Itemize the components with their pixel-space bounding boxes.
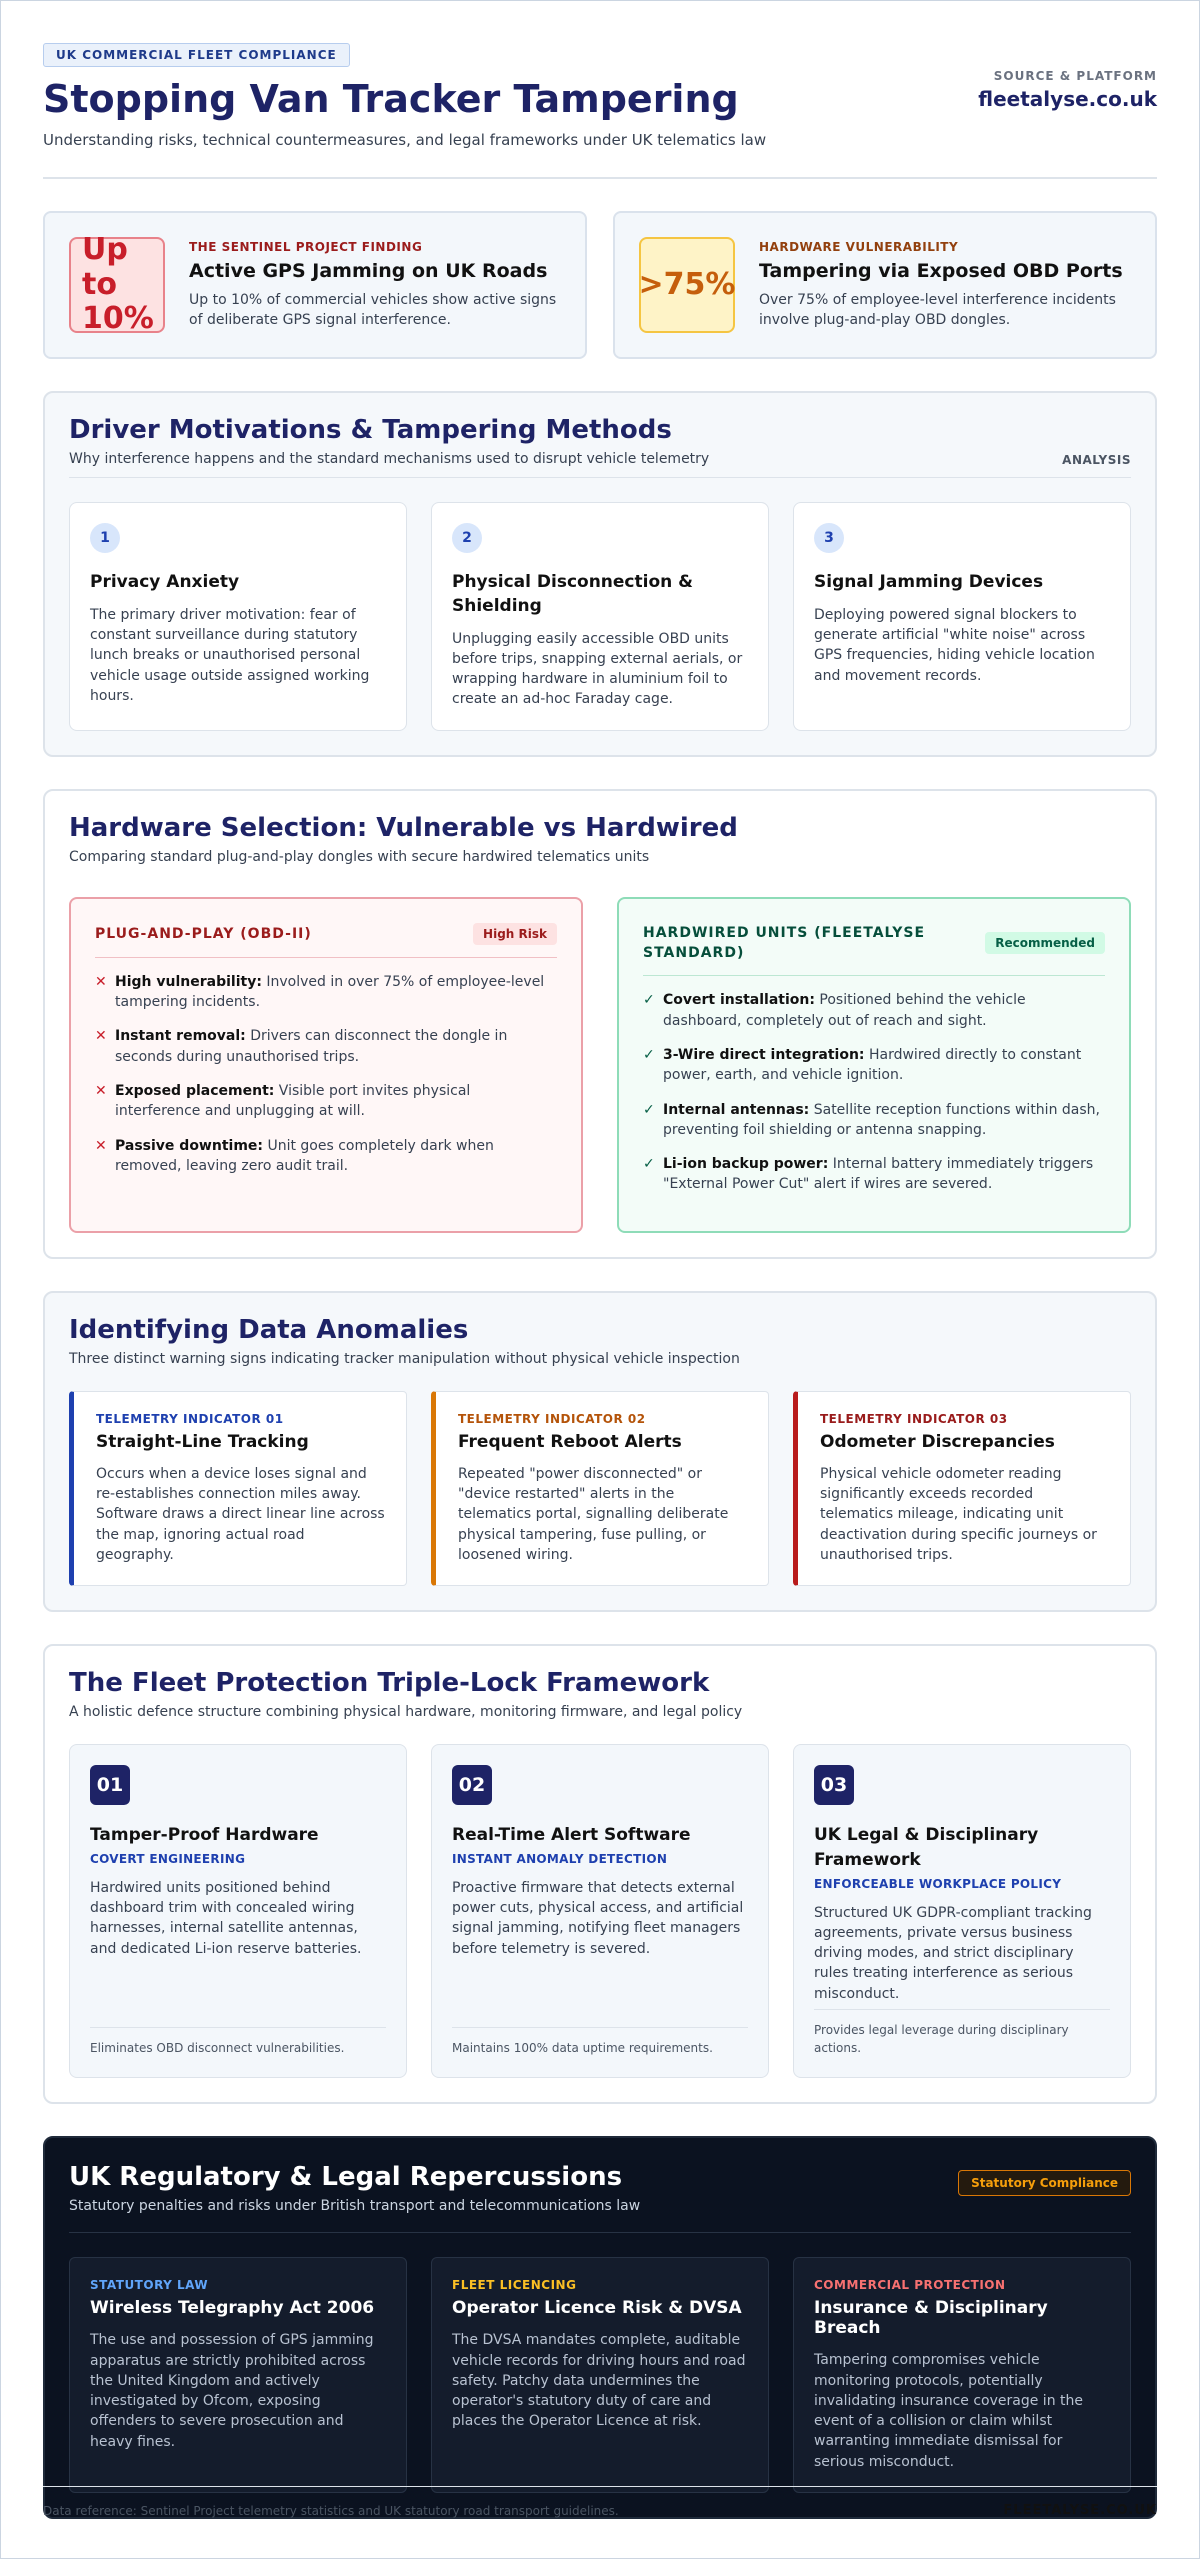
indicator-title: Straight-Line Tracking [96,1431,309,1452]
list-item: ✕ Instant removal: Drivers can disconnect the dongle in seconds during unauthorised trips. [95,1026,557,1067]
header-divider [43,177,1157,179]
section-title: Hardware Selection: Vulnerable vs Hardwired [69,812,738,843]
framework-footnote: Eliminates OBD disconnect vulnerabilities. [90,2027,386,2057]
stat-title: Active GPS Jamming on UK Roads [189,259,548,282]
indicator-description: Occurs when a device loses signal and re-establishes connection miles away. Software draws a direct linear line across the map, ignoring actual road geography. [96,1465,385,1563]
legal-title: Insurance & Disciplinary Breach [814,2298,1048,2339]
page-subtitle: Understanding risks, technical countermeasures, and legal frameworks under UK telematics law [43,131,767,149]
framework-description: Proactive firmware that detects external power cuts, physical access, and artificial signal jamming, notifying fleet managers before telemetry is severed. [452,1879,744,1957]
legal-title: Operator Licence Risk & DVSA [452,2298,742,2319]
plug-and-play-panel [69,897,583,1233]
stat-description: Over 75% of employee-level interference incidents involve plug-and-play OBD dongles. [759,291,1116,328]
legal-tag: COMMERCIAL PROTECTION [814,2278,1006,2293]
card-description: Deploying powered signal blockers to generate artificial "white noise" across GPS frequencies, hiding vehicle location and movement records. [814,606,1095,684]
indicator-tag: TELEMETRY INDICATOR 03 [820,1411,1008,1426]
statutory-compliance-badge: Statutory Compliance [958,2170,1131,2196]
section-subtitle: Three distinct warning signs indicating tracker manipulation without physical vehicle inspection [69,1350,740,1367]
stats-row [43,211,1157,359]
panel-title: PLUG-AND-PLAY (OBD-II) [95,925,312,942]
card-description: Unplugging easily accessible OBD units before trips, snapping external aerials, or wrapping hardware in aluminium foil to create an ad-hoc Faraday cage. [452,630,743,708]
framework-tag: ENFORCEABLE WORKPLACE POLICY [814,1876,1062,1891]
legal-tag: STATUTORY LAW [90,2278,209,2293]
section-title: Driver Motivations & Tampering Methods [69,415,672,445]
hardware-section [43,789,1157,1259]
legal-section [43,2136,1157,2519]
section-subtitle: Statutory penalties and risks under British transport and telecommunications law [69,2198,641,2215]
indicator-card [793,1391,1131,1586]
stat-title: Tampering via Exposed OBD Ports [759,259,1123,282]
framework-card [793,1744,1131,2078]
card-title: Physical Disconnection & Shielding [452,572,693,616]
stat-description: Up to 10% of commercial vehicles show active signs of deliberate GPS signal interference. [189,291,557,328]
indicator-card [431,1391,769,1586]
recommended-badge: Recommended [985,932,1105,954]
list-item: ✕ Exposed placement: Visible port invites physical interference and unplugging at will. [95,1081,557,1122]
check-icon: ✓ [643,992,655,1009]
check-icon: ✓ [643,1156,655,1173]
framework-number: 03 [814,1765,854,1805]
anomalies-section [43,1291,1157,1612]
check-icon: ✓ [643,1046,655,1063]
card-description: The primary driver motivation: fear of constant surveillance during statutory lunch breaks or unauthorised personal vehicle usage outside assigned working hours. [90,606,370,704]
motivation-card [69,502,407,731]
section-divider [69,477,1131,478]
framework-number: 01 [90,1765,130,1805]
step-number: 2 [452,523,482,553]
framework-description: Hardwired units positioned behind dashboard trim with concealed wiring harnesses, internal satellite antennas, and dedicated Li-ion reserve batteries. [90,1879,362,1957]
framework-footnote: Maintains 100% data uptime requirements. [452,2027,748,2057]
indicator-tag: TELEMETRY INDICATOR 01 [96,1411,284,1426]
section-subtitle: Comparing standard plug-and-play dongles with secure hardwired telematics units [69,848,650,865]
section-subtitle: Why interference happens and the standard mechanisms used to disrupt vehicle telemetry [69,451,710,467]
section-title: The Fleet Protection Triple-Lock Framework [69,1668,710,1699]
framework-card [431,1744,769,2078]
stat-card-obd-ports [613,211,1157,359]
page-title: Stopping Van Tracker Tampering [43,77,739,121]
indicator-description: Physical vehicle odometer reading significantly exceeds recorded telematics mileage, indicating unit deactivation during specific journeys or unauthorised trips. [820,1465,1097,1563]
framework-title: UK Legal & Disciplinary Framework [814,1825,1039,1870]
analysis-tag: ANALYSIS [1062,453,1131,467]
legal-title: Wireless Telegraphy Act 2006 [90,2298,375,2319]
stat-tag: THE SENTINEL PROJECT FINDING [189,239,423,254]
legal-description: The DVSA mandates complete, auditable vehicle records for driving hours and road safety. Patchy data undermines the operator's statutory duty of care and places the Operator Licence at risk. [452,2332,746,2430]
section-title: Identifying Data Anomalies [69,1314,469,1345]
framework-tag: INSTANT ANOMALY DETECTION [452,1851,668,1866]
framework-description: Structured UK GDPR-compliant tracking agreements, private versus business driving modes, and strict disciplinary rules treating interference as serious misconduct. [814,1904,1092,2002]
section-subtitle: A holistic defence structure combining physical hardware, monitoring firmware, and legal policy [69,1704,743,1721]
legal-tag: FLEET LICENCING [452,2278,577,2293]
footer-site-link[interactable]: FLEETALYSE.CO.UK [1003,2503,1157,2518]
check-icon: ✓ [643,1101,655,1118]
section-title: UK Regulatory & Legal Repercussions [69,2162,623,2193]
framework-card [69,1744,407,2078]
framework-title: Tamper-Proof Hardware [90,1825,319,1846]
section-divider [69,2232,1131,2233]
framework-footnote: Provides legal leverage during disciplinary actions. [814,2009,1110,2057]
motivation-card [431,502,769,731]
legal-card [431,2257,769,2493]
cross-icon: ✕ [95,973,107,990]
cross-icon: ✕ [95,1137,107,1154]
indicator-tag: TELEMETRY INDICATOR 02 [458,1411,646,1426]
list-item: ✕ High vulnerability: Involved in over 75% of employee-level tampering incidents. [95,972,557,1013]
legal-card [793,2257,1131,2493]
framework-title: Real-Time Alert Software [452,1825,691,1846]
step-number: 3 [814,523,844,553]
high-risk-badge: High Risk [473,923,557,945]
stat-value: >75% [639,237,735,333]
cross-icon: ✕ [95,1082,107,1099]
indicator-title: Odometer Discrepancies [820,1431,1055,1452]
indicator-title: Frequent Reboot Alerts [458,1431,682,1452]
framework-number: 02 [452,1765,492,1805]
list-item: ✓ Li-ion backup power: Internal battery immediately triggers "External Power Cut" alert if wires are severed. [643,1154,1105,1195]
source-label: SOURCE & PLATFORM [993,69,1157,83]
stat-tag: HARDWARE VULNERABILITY [759,239,959,254]
legal-description: Tampering compromises vehicle monitoring protocols, potentially invalidating insurance coverage in the event of a collision or claim whilst warranting immediate dismissal for serious misconduct. [814,2352,1083,2470]
stat-value: Up to 10% [69,237,165,333]
hardwired-panel [617,897,1131,1233]
legal-card [69,2257,407,2493]
list-item: ✕ Passive downtime: Unit goes completely dark when removed, leaving zero audit trail. [95,1136,557,1177]
card-title: Signal Jamming Devices [814,572,1044,592]
list-item: ✓ Internal antennas: Satellite reception functions within dash, preventing foil shielding or antenna snapping. [643,1100,1105,1141]
card-title: Privacy Anxiety [90,572,240,592]
indicator-description: Repeated "power disconnected" or "device restarted" alerts in the telematics portal, signalling deliberate physical tampering, fuse pulling, or loosened wiring. [458,1465,729,1563]
source-site-link[interactable]: fleetalyse.co.uk [978,87,1157,111]
stat-card-gps-jamming [43,211,587,359]
panel-title: HARDWIRED UNITS (FLEETALYSE STANDARD) [643,924,926,962]
framework-section [43,1644,1157,2104]
header [43,43,1157,149]
motivation-card [793,502,1131,731]
legal-description: The use and possession of GPS jamming apparatus are strictly prohibited across the United Kingdom and actively investigated by Ofcom, exposing offenders to severe prosecution and heavy fines. [90,2332,374,2450]
footer [43,2486,1157,2518]
category-badge: UK COMMERCIAL FLEET COMPLIANCE [43,43,350,67]
step-number: 1 [90,523,120,553]
source-block [978,43,1157,111]
cross-icon: ✕ [95,1028,107,1045]
framework-tag: COVERT ENGINEERING [90,1851,246,1866]
list-item: ✓ 3-Wire direct integration: Hardwired directly to constant power, earth, and vehicle ignition. [643,1045,1105,1086]
data-reference: Data reference: Sentinel Project telemetry statistics and UK statutory road transport guidelines. [43,2503,619,2518]
motivations-section [43,391,1157,757]
indicator-card [69,1391,407,1586]
list-item: ✓ Covert installation: Positioned behind the vehicle dashboard, completely out of reach and sight. [643,990,1105,1031]
